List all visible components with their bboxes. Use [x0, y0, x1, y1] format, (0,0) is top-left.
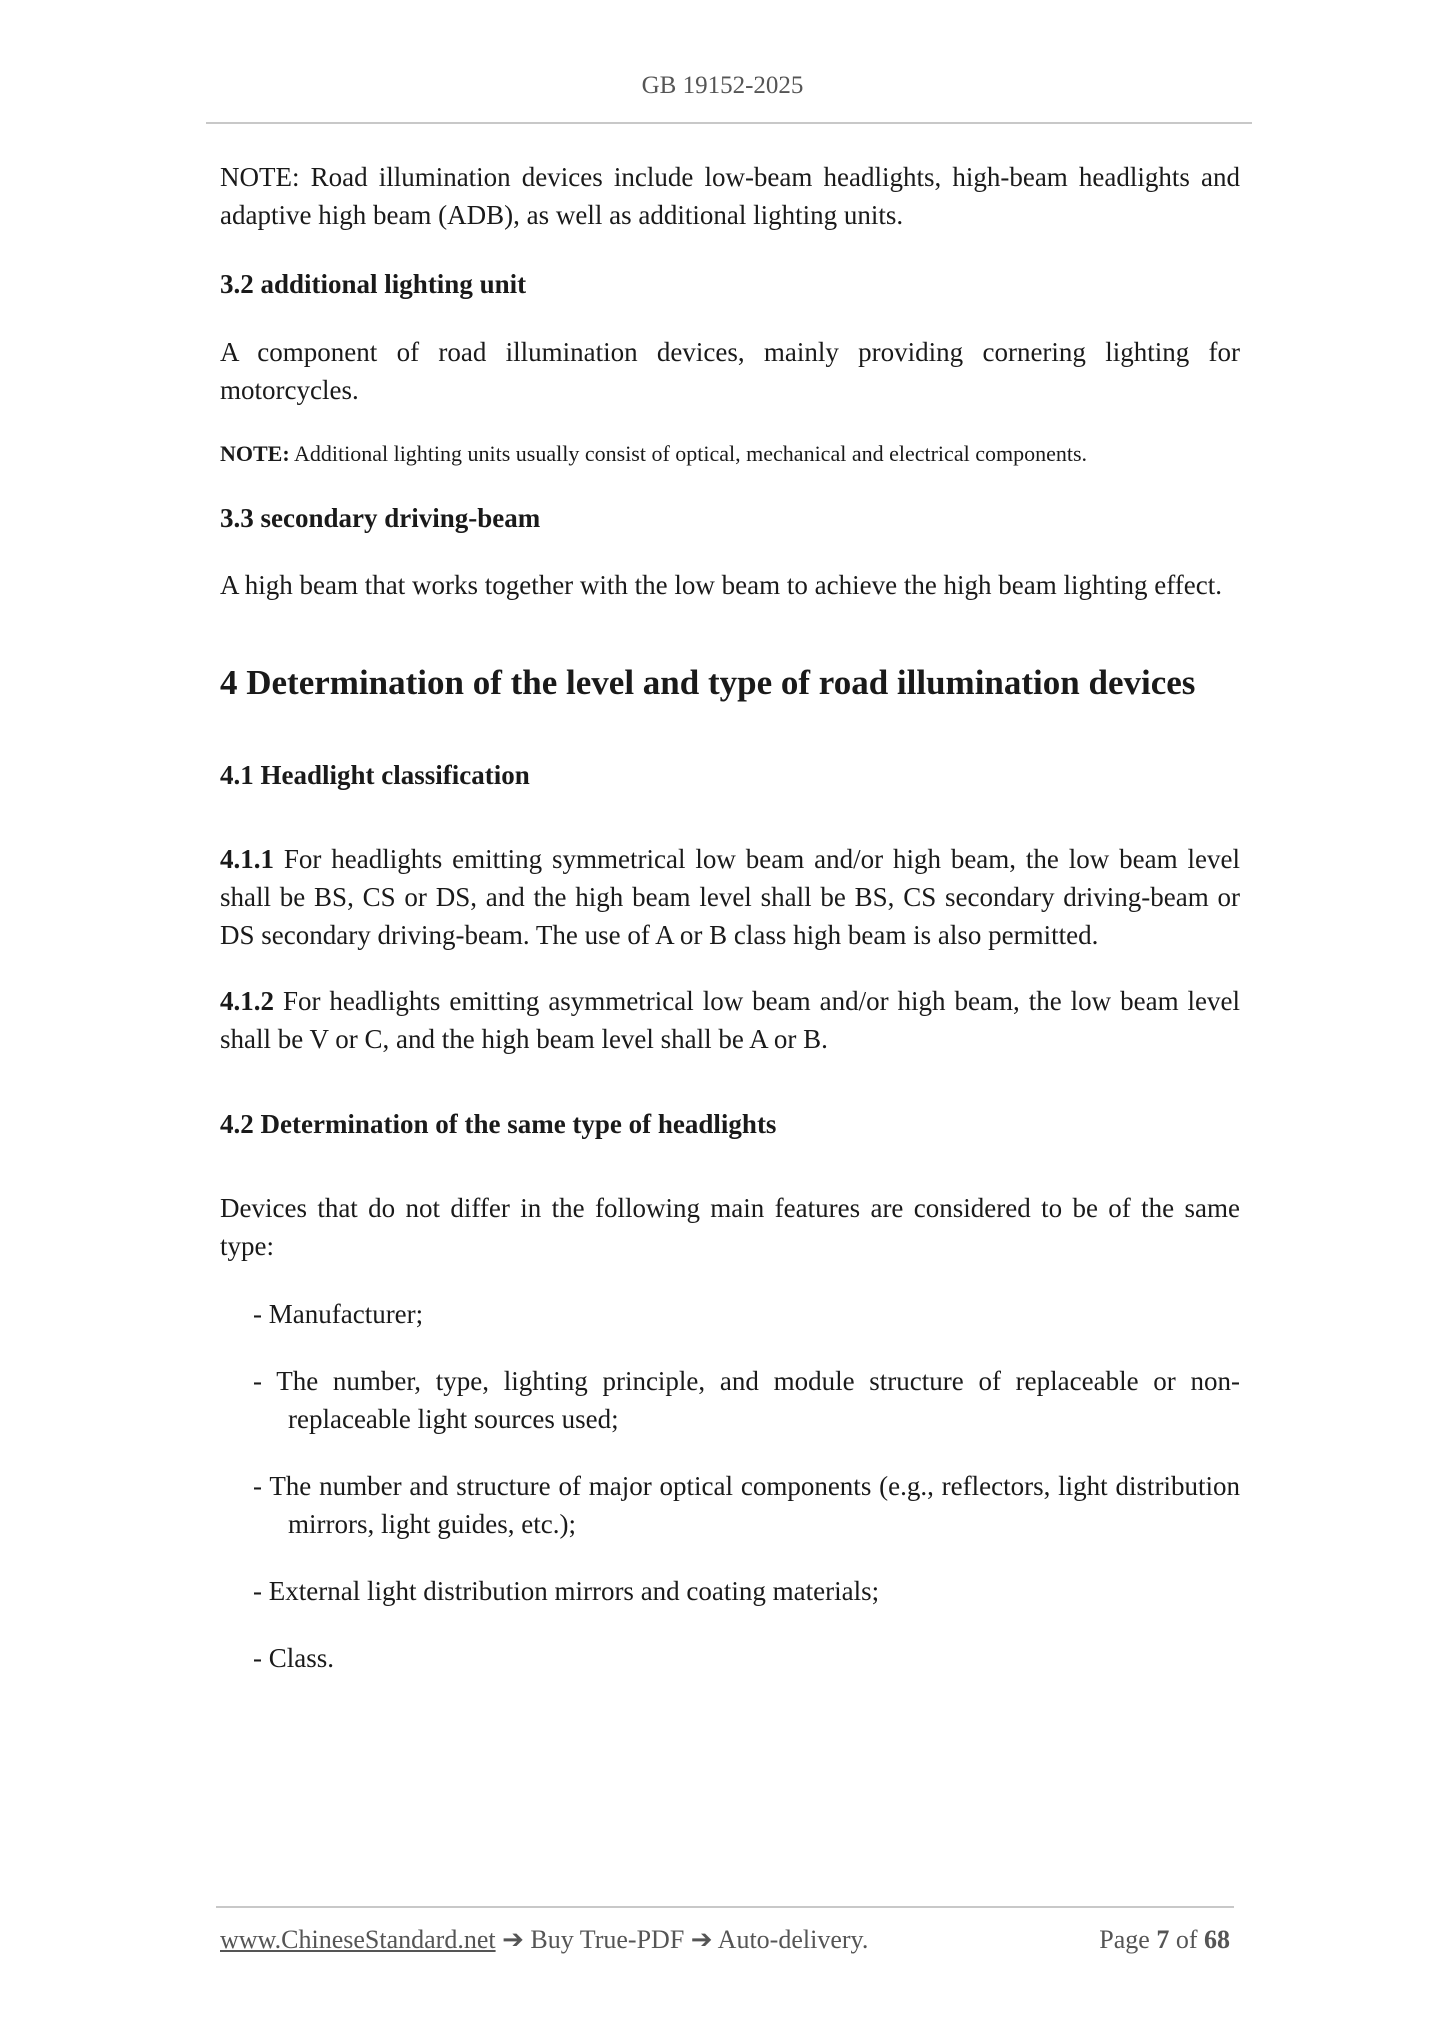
of-label: of: [1175, 1925, 1198, 1954]
clause-4-1-1-text: For headlights emitting symmetrical low beam and/or high beam, the low beam level shall be BS, CS or DS, and the high beam level shall be BS, CS secondary driving-beam or DS secondary driving-beam. The use of A or B class high beam is also permitted.: [220, 844, 1240, 950]
section-4-2-title: 4.2 Determination of the same type of headlights: [220, 1109, 777, 1139]
arrow-icon: ➔: [502, 1925, 524, 1954]
page-content: [220, 158, 1240, 1677]
page-footer: [220, 1925, 1230, 1961]
section-4-1-title: 4.1 Headlight classification: [220, 760, 530, 790]
footer-divider: [216, 1906, 1234, 1908]
section-3-2-title: 3.2 additional lighting unit: [220, 269, 527, 299]
clause-4-1-1: [220, 840, 1240, 954]
document-code-header: GB 19152-2025: [641, 72, 804, 99]
clause-4-1-2-text: For headlights emitting asymmetrical low beam and/or high beam, the low beam level shall be V or C, and the high beam level shall be A or B.: [220, 986, 1240, 1054]
auto-delivery-text: Auto-delivery.: [717, 1925, 869, 1954]
arrow-icon: ➔: [690, 1925, 713, 1954]
header-divider: [206, 122, 1252, 124]
section-3-3-definition: A high beam that works together with the low beam to achieve the high beam lighting effect.: [220, 570, 1222, 600]
note-text: Additional lighting units usually consist of optical, mechanical and electrical components.: [289, 441, 1088, 466]
current-page: 7: [1156, 1925, 1170, 1954]
clause-4-1-2: [220, 982, 1240, 1058]
clause-4-1-1-number: 4.1.1: [220, 844, 274, 874]
section-3-2-definition: A component of road illumination devices, mainly providing cornering lighting for motorcycles.: [220, 337, 1240, 405]
note-label: NOTE:: [220, 441, 290, 466]
list-item: - The number, type, lighting principle, and module structure of replaceable or non-replaceable light sources used;: [253, 1366, 1240, 1434]
list-item: - External light distribution mirrors and coating materials;: [253, 1576, 880, 1606]
list-item: - Class.: [253, 1643, 334, 1673]
buy-true-pdf-text: Buy True-PDF: [530, 1925, 685, 1954]
page-label: Page: [1099, 1925, 1150, 1954]
list-item: - Manufacturer;: [253, 1299, 424, 1329]
note-additional-lighting: [220, 439, 1240, 469]
page-number: [1099, 1925, 1230, 1955]
website-link[interactable]: www.ChineseStandard.net: [220, 1925, 496, 1954]
clause-4-1-2-number: 4.1.2: [220, 986, 274, 1016]
total-pages: 68: [1204, 1925, 1230, 1954]
footer-links: [220, 1925, 868, 1955]
section-4-heading: 4 Determination of the level and type of road illumination devices: [220, 663, 1196, 702]
list-item: - The number and structure of major optical components (e.g., reflectors, light distribution mirrors, light guides, etc.);: [253, 1471, 1240, 1539]
section-3-3-title: 3.3 secondary driving-beam: [220, 503, 541, 533]
section-4-2-intro: Devices that do not differ in the following main features are considered to be of the same type:: [220, 1193, 1240, 1261]
note-road-illumination: NOTE: Road illumination devices include low-beam headlights, high-beam headlights and adaptive high beam (ADB), as well as additional lighting units.: [220, 162, 1240, 230]
